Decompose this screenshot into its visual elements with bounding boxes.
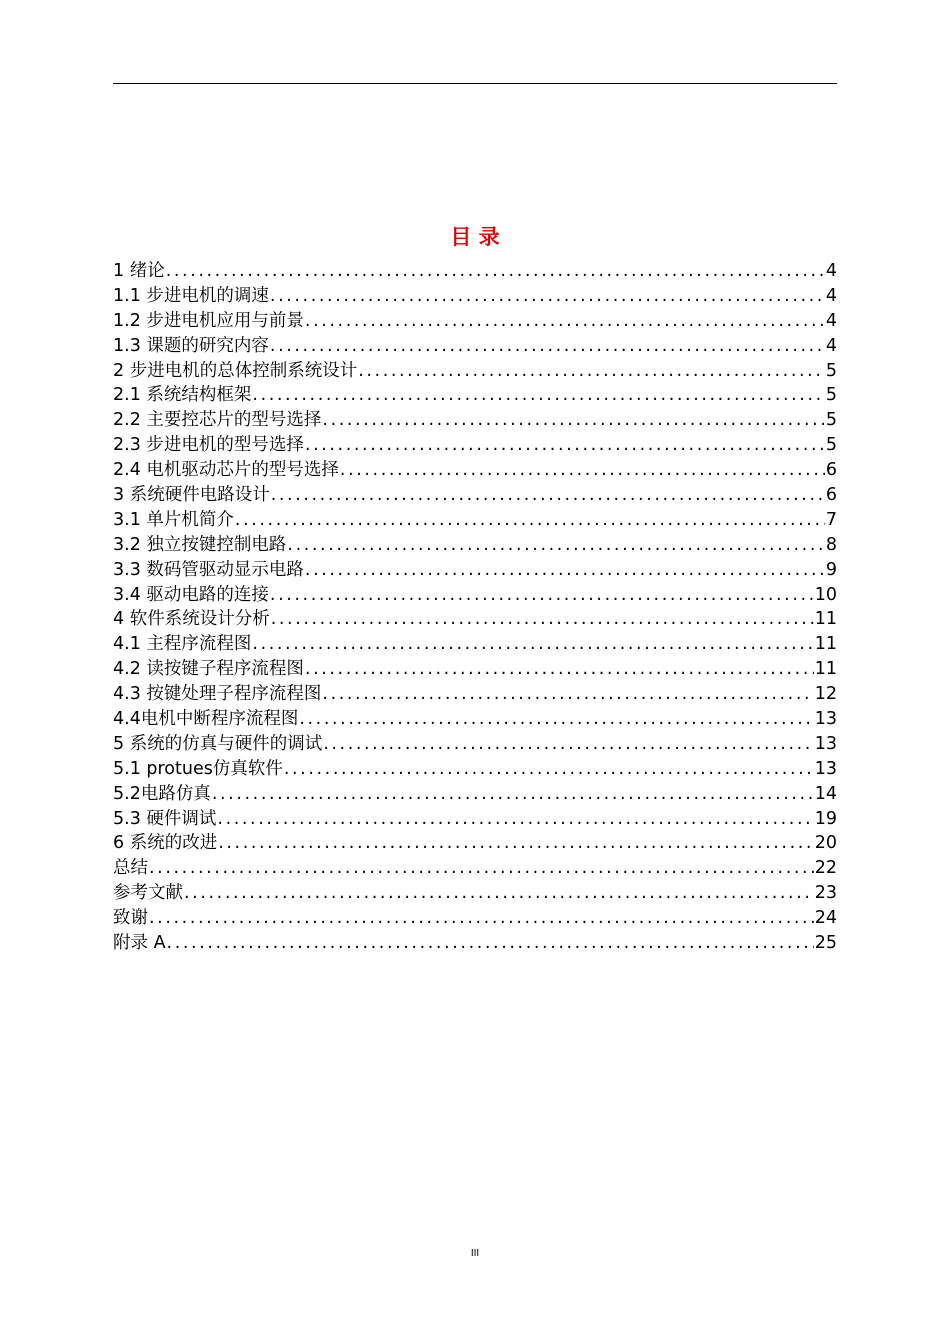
- toc-entry-page: 13: [814, 758, 837, 779]
- toc-entry-page: 20: [814, 833, 837, 854]
- toc-entry[interactable]: [113, 707, 837, 732]
- toc-title: 目 录: [450, 225, 500, 249]
- toc-dot-leader: [358, 359, 825, 384]
- toc-entry-page: 13: [814, 709, 837, 730]
- toc-dot-leader: [322, 408, 824, 433]
- toc-entry-label: 6 系统的改进: [113, 833, 218, 854]
- toc-dot-leader: [270, 284, 825, 309]
- toc-entry[interactable]: [113, 831, 837, 856]
- toc-dot-leader: [305, 433, 825, 458]
- toc-entry[interactable]: [113, 334, 837, 359]
- toc-entry-label: 3.1 单片机简介: [113, 509, 234, 530]
- toc-entry-label: 4.2 读按键子程序流程图: [113, 659, 304, 680]
- toc-entry-page: 6: [825, 460, 837, 481]
- toc-entry[interactable]: [113, 433, 837, 458]
- toc-entry-label: 4.1 主程序流程图: [113, 634, 252, 655]
- toc-entry-label: 1.3 课题的研究内容: [113, 335, 269, 356]
- toc-entry-page: 8: [825, 534, 837, 555]
- toc-dot-leader: [235, 508, 825, 533]
- toc-entry[interactable]: [113, 607, 837, 632]
- toc-entry-label: 参考文献: [113, 883, 183, 904]
- toc-entry[interactable]: [113, 408, 837, 433]
- toc-entry-page: 5: [825, 410, 837, 431]
- toc-entry[interactable]: [113, 881, 837, 906]
- toc-entry-label: 5.3 硬件调试: [113, 808, 217, 829]
- toc-entry-label: 2.3 步进电机的型号选择: [113, 435, 304, 456]
- toc-entry[interactable]: [113, 732, 837, 757]
- toc-dot-leader: [284, 757, 814, 782]
- toc-dot-leader: [305, 309, 825, 334]
- toc-entry-page: 4: [825, 261, 837, 281]
- toc-dot-leader: [166, 259, 825, 284]
- toc-entry[interactable]: [113, 309, 837, 334]
- page-number: III: [470, 1248, 480, 1259]
- toc-entry-label: 3.3 数码管驱动显示电路: [113, 559, 304, 580]
- toc-entry-page: 4: [825, 310, 837, 331]
- toc-entry-page: 24: [814, 908, 837, 929]
- toc-dot-leader: [167, 931, 814, 956]
- toc-entry[interactable]: [113, 782, 837, 807]
- toc-dot-leader: [252, 383, 824, 408]
- toc-entry-label: 5.1 protues仿真软件: [113, 758, 283, 779]
- toc-entry-page: 13: [814, 733, 837, 754]
- table-of-contents: [113, 259, 837, 956]
- toc-dot-leader: [252, 632, 813, 657]
- toc-entry-page: 5: [825, 435, 837, 456]
- toc-entry-page: 9: [825, 559, 837, 580]
- toc-entry[interactable]: [113, 583, 837, 608]
- toc-entry-page: 14: [814, 783, 837, 804]
- toc-dot-leader: [305, 558, 825, 583]
- toc-entry[interactable]: [113, 856, 837, 881]
- toc-entry-label: 4 软件系统设计分析: [113, 609, 270, 630]
- toc-dot-leader: [287, 533, 824, 558]
- toc-entry-label: 3 系统硬件电路设计: [113, 485, 270, 506]
- toc-entry[interactable]: [113, 632, 837, 657]
- toc-entry[interactable]: [113, 458, 837, 483]
- toc-entry-label: 5.2电路仿真: [113, 783, 211, 804]
- toc-entry-page: 19: [814, 808, 837, 829]
- toc-dot-leader: [184, 881, 814, 906]
- toc-entry[interactable]: [113, 657, 837, 682]
- toc-entry[interactable]: [113, 931, 837, 956]
- toc-entry-label: 2.4 电机驱动芯片的型号选择: [113, 460, 339, 481]
- toc-entry-page: 11: [814, 634, 837, 655]
- toc-entry-page: 10: [814, 584, 837, 605]
- toc-entry-label: 1 绪论: [113, 261, 165, 281]
- toc-entry[interactable]: [113, 359, 837, 384]
- toc-dot-leader: [218, 831, 814, 856]
- toc-entry[interactable]: [113, 508, 837, 533]
- toc-entry[interactable]: [113, 682, 837, 707]
- toc-entry-page: 11: [814, 659, 837, 680]
- toc-entry-page: 25: [814, 933, 837, 954]
- toc-dot-leader: [271, 607, 814, 632]
- toc-entry-label: 致谢: [113, 908, 148, 929]
- toc-dot-leader: [340, 458, 825, 483]
- toc-dot-leader: [270, 334, 825, 359]
- toc-entry[interactable]: [113, 757, 837, 782]
- toc-entry[interactable]: [113, 533, 837, 558]
- toc-entry-label: 2.1 系统结构框架: [113, 385, 252, 406]
- toc-entry-page: 12: [814, 684, 837, 705]
- toc-entry[interactable]: [113, 906, 837, 931]
- toc-entry-page: 5: [825, 360, 837, 381]
- toc-entry[interactable]: [113, 807, 837, 832]
- toc-dot-leader: [271, 483, 825, 508]
- toc-entry-page: 7: [825, 509, 837, 530]
- toc-entry-page: 4: [825, 335, 837, 356]
- toc-dot-leader: [212, 782, 814, 807]
- toc-entry-label: 5 系统的仿真与硬件的调试: [113, 733, 323, 754]
- toc-entry-label: 2 步进电机的总体控制系统设计: [113, 360, 358, 381]
- toc-entry-page: 6: [825, 485, 837, 506]
- toc-entry[interactable]: [113, 259, 837, 284]
- toc-entry[interactable]: [113, 383, 837, 408]
- toc-dot-leader: [323, 732, 814, 757]
- toc-dot-leader: [305, 657, 814, 682]
- toc-entry-label: 2.2 主要控芯片的型号选择: [113, 410, 322, 431]
- toc-entry-label: 3.2 独立按键控制电路: [113, 534, 287, 555]
- toc-entry[interactable]: [113, 558, 837, 583]
- toc-entry-page: 5: [825, 385, 837, 406]
- header-rule: [113, 83, 837, 84]
- toc-entry-label: 4.3 按键处理子程序流程图: [113, 684, 322, 705]
- toc-dot-leader: [149, 906, 814, 931]
- toc-entry-label: 3.4 驱动电路的连接: [113, 584, 269, 605]
- toc-dot-leader: [270, 583, 814, 608]
- toc-entry-label: 1.2 步进电机应用与前景: [113, 310, 304, 331]
- toc-entry-page: 22: [814, 858, 837, 879]
- toc-dot-leader: [322, 682, 813, 707]
- toc-entry[interactable]: [113, 284, 837, 309]
- toc-entry-page: 23: [814, 883, 837, 904]
- toc-entry-label: 4.4电机中断程序流程图: [113, 709, 299, 730]
- toc-dot-leader: [217, 807, 813, 832]
- toc-dot-leader: [149, 856, 814, 881]
- toc-dot-leader: [299, 707, 813, 732]
- toc-entry-page: 4: [825, 285, 837, 306]
- toc-entry-label: 1.1 步进电机的调速: [113, 285, 269, 306]
- toc-entry[interactable]: [113, 483, 837, 508]
- toc-entry-label: 总结: [113, 858, 148, 879]
- toc-entry-page: 11: [814, 609, 837, 630]
- toc-entry-label: 附录 A: [113, 933, 166, 954]
